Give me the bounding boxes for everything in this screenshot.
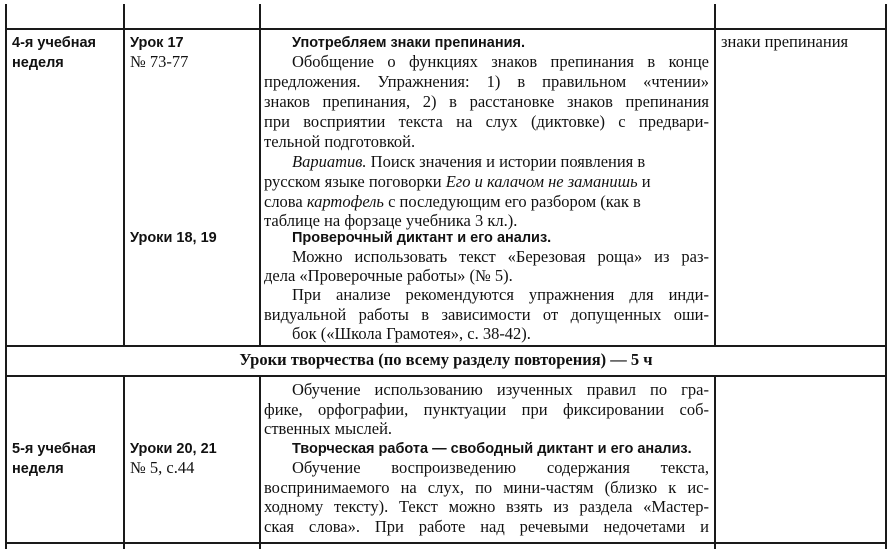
table-border-right (885, 4, 887, 549)
exercise-numbers: № 5, с.44 (130, 458, 195, 477)
content-line: Обучение воспроизведению содержания текста, (292, 458, 709, 477)
table-column-divider (259, 4, 261, 346)
variant-line: таблице на форзаце учебника 3 кл.). (264, 211, 518, 230)
proverb: Его и калачом не заманишь (445, 172, 638, 191)
week-label: 5-я учебная (12, 441, 96, 457)
content-line: Можно использовать текст «Березовая роща» из раз- (292, 247, 709, 266)
table-column-divider (714, 4, 716, 346)
content-line: видуальной работы в зависимости от допущенных оши- (264, 305, 709, 324)
content-line: ская слова». При работе над речевыми недочетами и (264, 517, 709, 536)
week-label: неделя (12, 461, 64, 477)
table-column-divider (123, 4, 125, 346)
table-row-divider (5, 375, 887, 377)
table-border-bottom (5, 542, 887, 544)
notes-cell: знаки препинания (721, 32, 849, 51)
table-column-divider (123, 376, 125, 549)
variant-text: и (637, 172, 651, 191)
topic-heading: Проверочный диктант и его анализ. (292, 230, 552, 246)
content-line: знаков препинания, 2) в расстановке знаков препинания (264, 92, 709, 111)
topic-heading: Употребляем знаки препинания. (292, 35, 526, 51)
content-line: Обучение использованию изученных правил по гра- (292, 380, 709, 399)
content-line: фике, орфографии, пунктуации при фиксировании соб- (264, 400, 709, 419)
variant-text: слова (264, 192, 307, 211)
content-line: Обобщение о функциях знаков препинания в конце (292, 52, 709, 71)
table-column-divider (259, 376, 261, 549)
variant-text: Поиск значения и истории появления в (366, 152, 646, 171)
content-line: тельной подготовкой. (264, 132, 416, 151)
week-label: 4-я учебная (12, 35, 96, 51)
exercise-numbers: № 73-77 (130, 52, 189, 71)
variant-label: Вариатив. (292, 152, 367, 171)
variant-text: с последующим его разбором (как в (383, 192, 641, 211)
table-row-divider (5, 345, 887, 347)
topic-heading: Творческая работа — свободный диктант и его анализ. (292, 441, 692, 457)
variant-line (292, 152, 645, 172)
variant-line (264, 192, 641, 212)
variant-text: русском языке поговорки (264, 172, 446, 191)
lesson-title: Уроки 20, 21 (130, 441, 217, 457)
lesson-title: Уроки 18, 19 (130, 230, 217, 246)
content-line: дела «Проверочные работы» (№ 5). (264, 266, 513, 285)
content-line: При анализе рекомендуются упражнения для инди- (292, 285, 709, 304)
week-label: неделя (12, 55, 64, 71)
content-line: предложения. Упражнения: 1) в правильном «чтении» (264, 72, 709, 91)
lesson-title: Урок 17 (130, 35, 184, 51)
word-example: картофель (306, 192, 384, 211)
content-line: ственных мыслей. (264, 419, 393, 438)
variant-line (264, 172, 651, 192)
table-border-left (5, 4, 7, 549)
content-line: ходному тексту). Текст можно взять из раздела «Мастер- (264, 497, 709, 516)
content-line: при восприятии текста на слух (диктовке) с предвари- (264, 112, 709, 131)
section-header: Уроки творчества (по всему разделу повторения) — 5 ч (239, 350, 653, 369)
table-row-divider (5, 28, 887, 30)
content-line: воспринимаемого на слух, по мини-частям (близко к ис- (264, 478, 709, 497)
content-line: бок («Школа Грамотея», с. 38-42). (292, 324, 531, 343)
table-column-divider (714, 376, 716, 549)
